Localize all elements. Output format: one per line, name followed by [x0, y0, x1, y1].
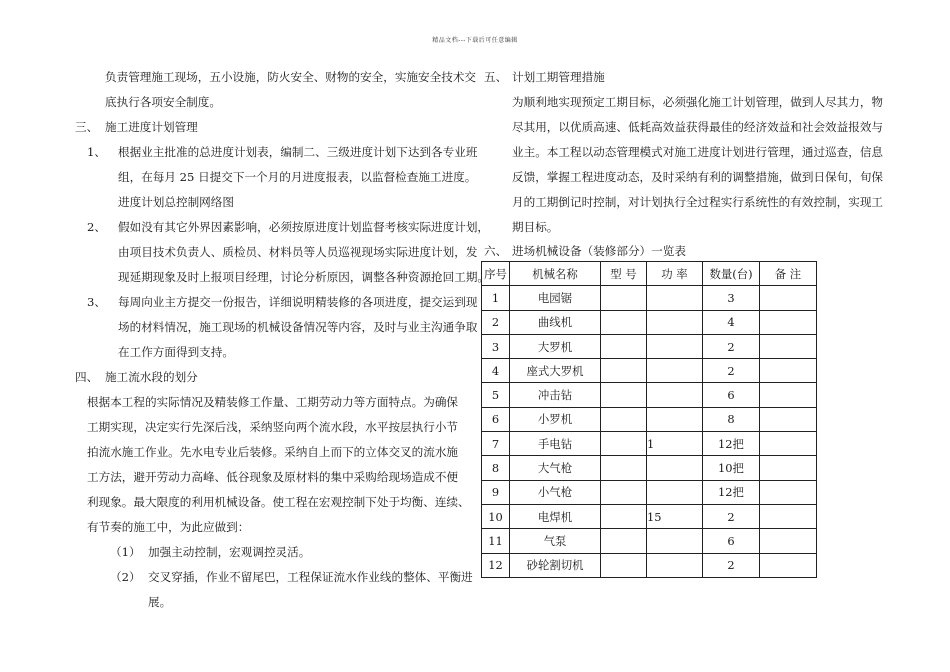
- para-line: 月的工期倒记时控制，对计划执行全过程实行系统性的有效控制，实现工: [512, 195, 884, 209]
- cell-name: 砂轮割切机: [510, 553, 601, 577]
- table-row: [482, 334, 817, 358]
- para-line: 加强主动控制，宏观调控灵活。: [148, 545, 311, 559]
- cell-qty: 6: [703, 529, 760, 553]
- section-number: 三、: [75, 120, 99, 134]
- header-cell: 序号: [482, 262, 510, 286]
- cell-model: [601, 432, 647, 456]
- para-line: 为顺利地实现预定工期目标，必须强化施工计划管理，做到人尽其力，物: [512, 95, 884, 109]
- equipment-table: [481, 261, 817, 578]
- para-line: 根据本工程的实际情况及精装修工作量、工期劳动力等方面特点。为确保: [87, 395, 459, 409]
- cell-no: 5: [482, 383, 510, 407]
- section-number: 六、: [484, 244, 508, 258]
- table-row: [482, 480, 817, 504]
- para-line: 根据业主批准的总进度计划表，编制二、三级进度计划下达到各专业班: [118, 145, 478, 159]
- item-number: 2、: [87, 220, 106, 234]
- cell-no: 1: [482, 286, 510, 310]
- cell-model: [601, 383, 647, 407]
- para-line: 负责管理施工现场，五小设施，防火安全、财物的安全，实施安全技术交: [105, 70, 477, 84]
- para-line: 组，在每月 25 日提交下一个月的月进度报表，以监督检查施工进度。: [118, 170, 477, 184]
- cell-model: [601, 529, 647, 553]
- table-row: [482, 529, 817, 553]
- table-row: [482, 359, 817, 383]
- para-line: 在工作方面得到支持。: [118, 345, 234, 359]
- cell-note: [760, 432, 817, 456]
- list-number: （2）: [110, 570, 141, 584]
- para-line: 有节奏的施工中，为此应做到：: [87, 520, 250, 534]
- cell-name: 气泵: [510, 529, 601, 553]
- para-line: 每周向业主方提交一份报告，详细说明精装修的各项进度，提交运到现: [118, 295, 478, 309]
- cell-no: 10: [482, 504, 510, 528]
- section-number: 四、: [75, 370, 99, 384]
- cell-note: [760, 504, 817, 528]
- para-line: 现延期现象及时上报项目经理，讨论分析原因，调整各种资源抢回工期。: [118, 270, 490, 284]
- list-number: （1）: [110, 545, 141, 559]
- cell-no: 7: [482, 432, 510, 456]
- item-number: 1、: [87, 145, 106, 159]
- table-row: [482, 310, 817, 334]
- table-row: [482, 383, 817, 407]
- para-line: 交叉穿插，作业不留尾巴，工程保证流水作业线的整体、平衡进: [148, 570, 473, 584]
- cell-model: [601, 480, 647, 504]
- para-line: 工方法，避开劳动力高峰、低谷现象及原材料的集中采购给现场造成不便: [87, 470, 459, 484]
- cell-qty: 6: [703, 383, 760, 407]
- para-line: 工期实现，决定实行先深后浅，采纳竖向两个流水段，水平按层执行小节: [87, 420, 459, 434]
- cell-power: [647, 310, 703, 334]
- table-row: [482, 407, 817, 431]
- section-title: 施工流水段的划分: [105, 370, 198, 384]
- cell-qty: 12把: [703, 432, 760, 456]
- cell-name: 电焊机: [510, 504, 601, 528]
- para-line: 由项目技术负责人、质检员、材料员等人员巡视现场实际进度计划，发: [118, 245, 478, 259]
- cell-power: [647, 334, 703, 358]
- para-line: 利现象。最大限度的利用机械设备。使工程在宏观控制下处于均衡、连续、: [87, 495, 470, 509]
- cell-qty: 12把: [703, 480, 760, 504]
- cell-model: [601, 407, 647, 431]
- table-header-row: [482, 262, 817, 286]
- cell-qty: 2: [703, 553, 760, 577]
- cell-note: [760, 286, 817, 310]
- cell-name: 曲线机: [510, 310, 601, 334]
- header-cell: 数量(台): [703, 262, 760, 286]
- cell-no: 9: [482, 480, 510, 504]
- section-number: 五、: [484, 70, 508, 84]
- cell-no: 4: [482, 359, 510, 383]
- cell-name: 电园锯: [510, 286, 601, 310]
- cell-no: 3: [482, 334, 510, 358]
- cell-model: [601, 286, 647, 310]
- cell-qty: 3: [703, 286, 760, 310]
- para-line: 假如没有其它外界因素影响，必须按原进度计划监督考核实际进度计划，: [118, 220, 490, 234]
- table-row: [482, 553, 817, 577]
- cell-power: [647, 456, 703, 480]
- section-title: 计划工期管理措施: [512, 70, 605, 84]
- cell-no: 6: [482, 407, 510, 431]
- cell-model: [601, 553, 647, 577]
- cell-name: 手电钻: [510, 432, 601, 456]
- cell-power: [647, 359, 703, 383]
- cell-qty: 2: [703, 504, 760, 528]
- header-cell: 机械名称: [510, 262, 601, 286]
- cell-note: [760, 480, 817, 504]
- cell-model: [601, 310, 647, 334]
- cell-note: [760, 359, 817, 383]
- cell-model: [601, 456, 647, 480]
- cell-no: 11: [482, 529, 510, 553]
- cell-no: 8: [482, 456, 510, 480]
- cell-note: [760, 407, 817, 431]
- cell-power: [647, 529, 703, 553]
- para-line: 业主。本工程以动态管理模式对施工进度计划进行管理，通过巡查，信息: [512, 145, 884, 159]
- header-cell: 型 号: [601, 262, 647, 286]
- cell-note: [760, 529, 817, 553]
- section-title: 进场机械设备（装修部分）一览表: [512, 244, 686, 258]
- header-cell: 备 注: [760, 262, 817, 286]
- cell-name: 大气枪: [510, 456, 601, 480]
- cell-note: [760, 334, 817, 358]
- cell-power: [647, 407, 703, 431]
- cell-no: 2: [482, 310, 510, 334]
- cell-name: 小罗机: [510, 407, 601, 431]
- cell-power: 1: [647, 432, 703, 456]
- cell-note: [760, 383, 817, 407]
- cell-name: 大罗机: [510, 334, 601, 358]
- table-row: [482, 432, 817, 456]
- cell-model: [601, 359, 647, 383]
- table-row: [482, 456, 817, 480]
- cell-power: [647, 286, 703, 310]
- cell-power: [647, 480, 703, 504]
- para-line: 尽其用，以优质高速、低耗高效益获得最佳的经济效益和社会效益报效与: [512, 120, 884, 134]
- para-line: 进度计划总控制网络图: [118, 195, 234, 209]
- item-number: 3、: [87, 295, 106, 309]
- para-line: 拍流水施工作业。先水电专业后装修。采纳自上而下的立体交叉的流水施: [87, 445, 459, 459]
- cell-qty: 4: [703, 310, 760, 334]
- cell-note: [760, 456, 817, 480]
- para-line: 场的材料情况，施工现场的机械设备情况等内容，及时与业主沟通争取: [118, 320, 478, 334]
- cell-power: [647, 383, 703, 407]
- cell-note: [760, 553, 817, 577]
- para-line: 展。: [148, 595, 172, 609]
- section-title: 施工进度计划管理: [105, 120, 198, 134]
- cell-qty: 8: [703, 407, 760, 431]
- cell-power: [647, 553, 703, 577]
- cell-name: 小气枪: [510, 480, 601, 504]
- page-header: 精品文档---下载后可任意编辑: [432, 37, 518, 44]
- cell-no: 12: [482, 553, 510, 577]
- cell-model: [601, 504, 647, 528]
- cell-name: 冲击钻: [510, 383, 601, 407]
- cell-power: 15: [647, 504, 703, 528]
- cell-model: [601, 334, 647, 358]
- para-line: 底执行各项安全制度。: [105, 95, 221, 109]
- table-row: [482, 286, 817, 310]
- table-row: [482, 504, 817, 528]
- cell-note: [760, 310, 817, 334]
- cell-name: 座式大罗机: [510, 359, 601, 383]
- cell-qty: 2: [703, 334, 760, 358]
- para-line: 期目标。: [512, 220, 559, 234]
- cell-qty: 10把: [703, 456, 760, 480]
- header-cell: 功 率: [647, 262, 703, 286]
- para-line: 反馈，掌握工程进度动态，及时采纳有利的调整措施，做到日保旬，旬保: [512, 170, 884, 184]
- cell-qty: 2: [703, 359, 760, 383]
